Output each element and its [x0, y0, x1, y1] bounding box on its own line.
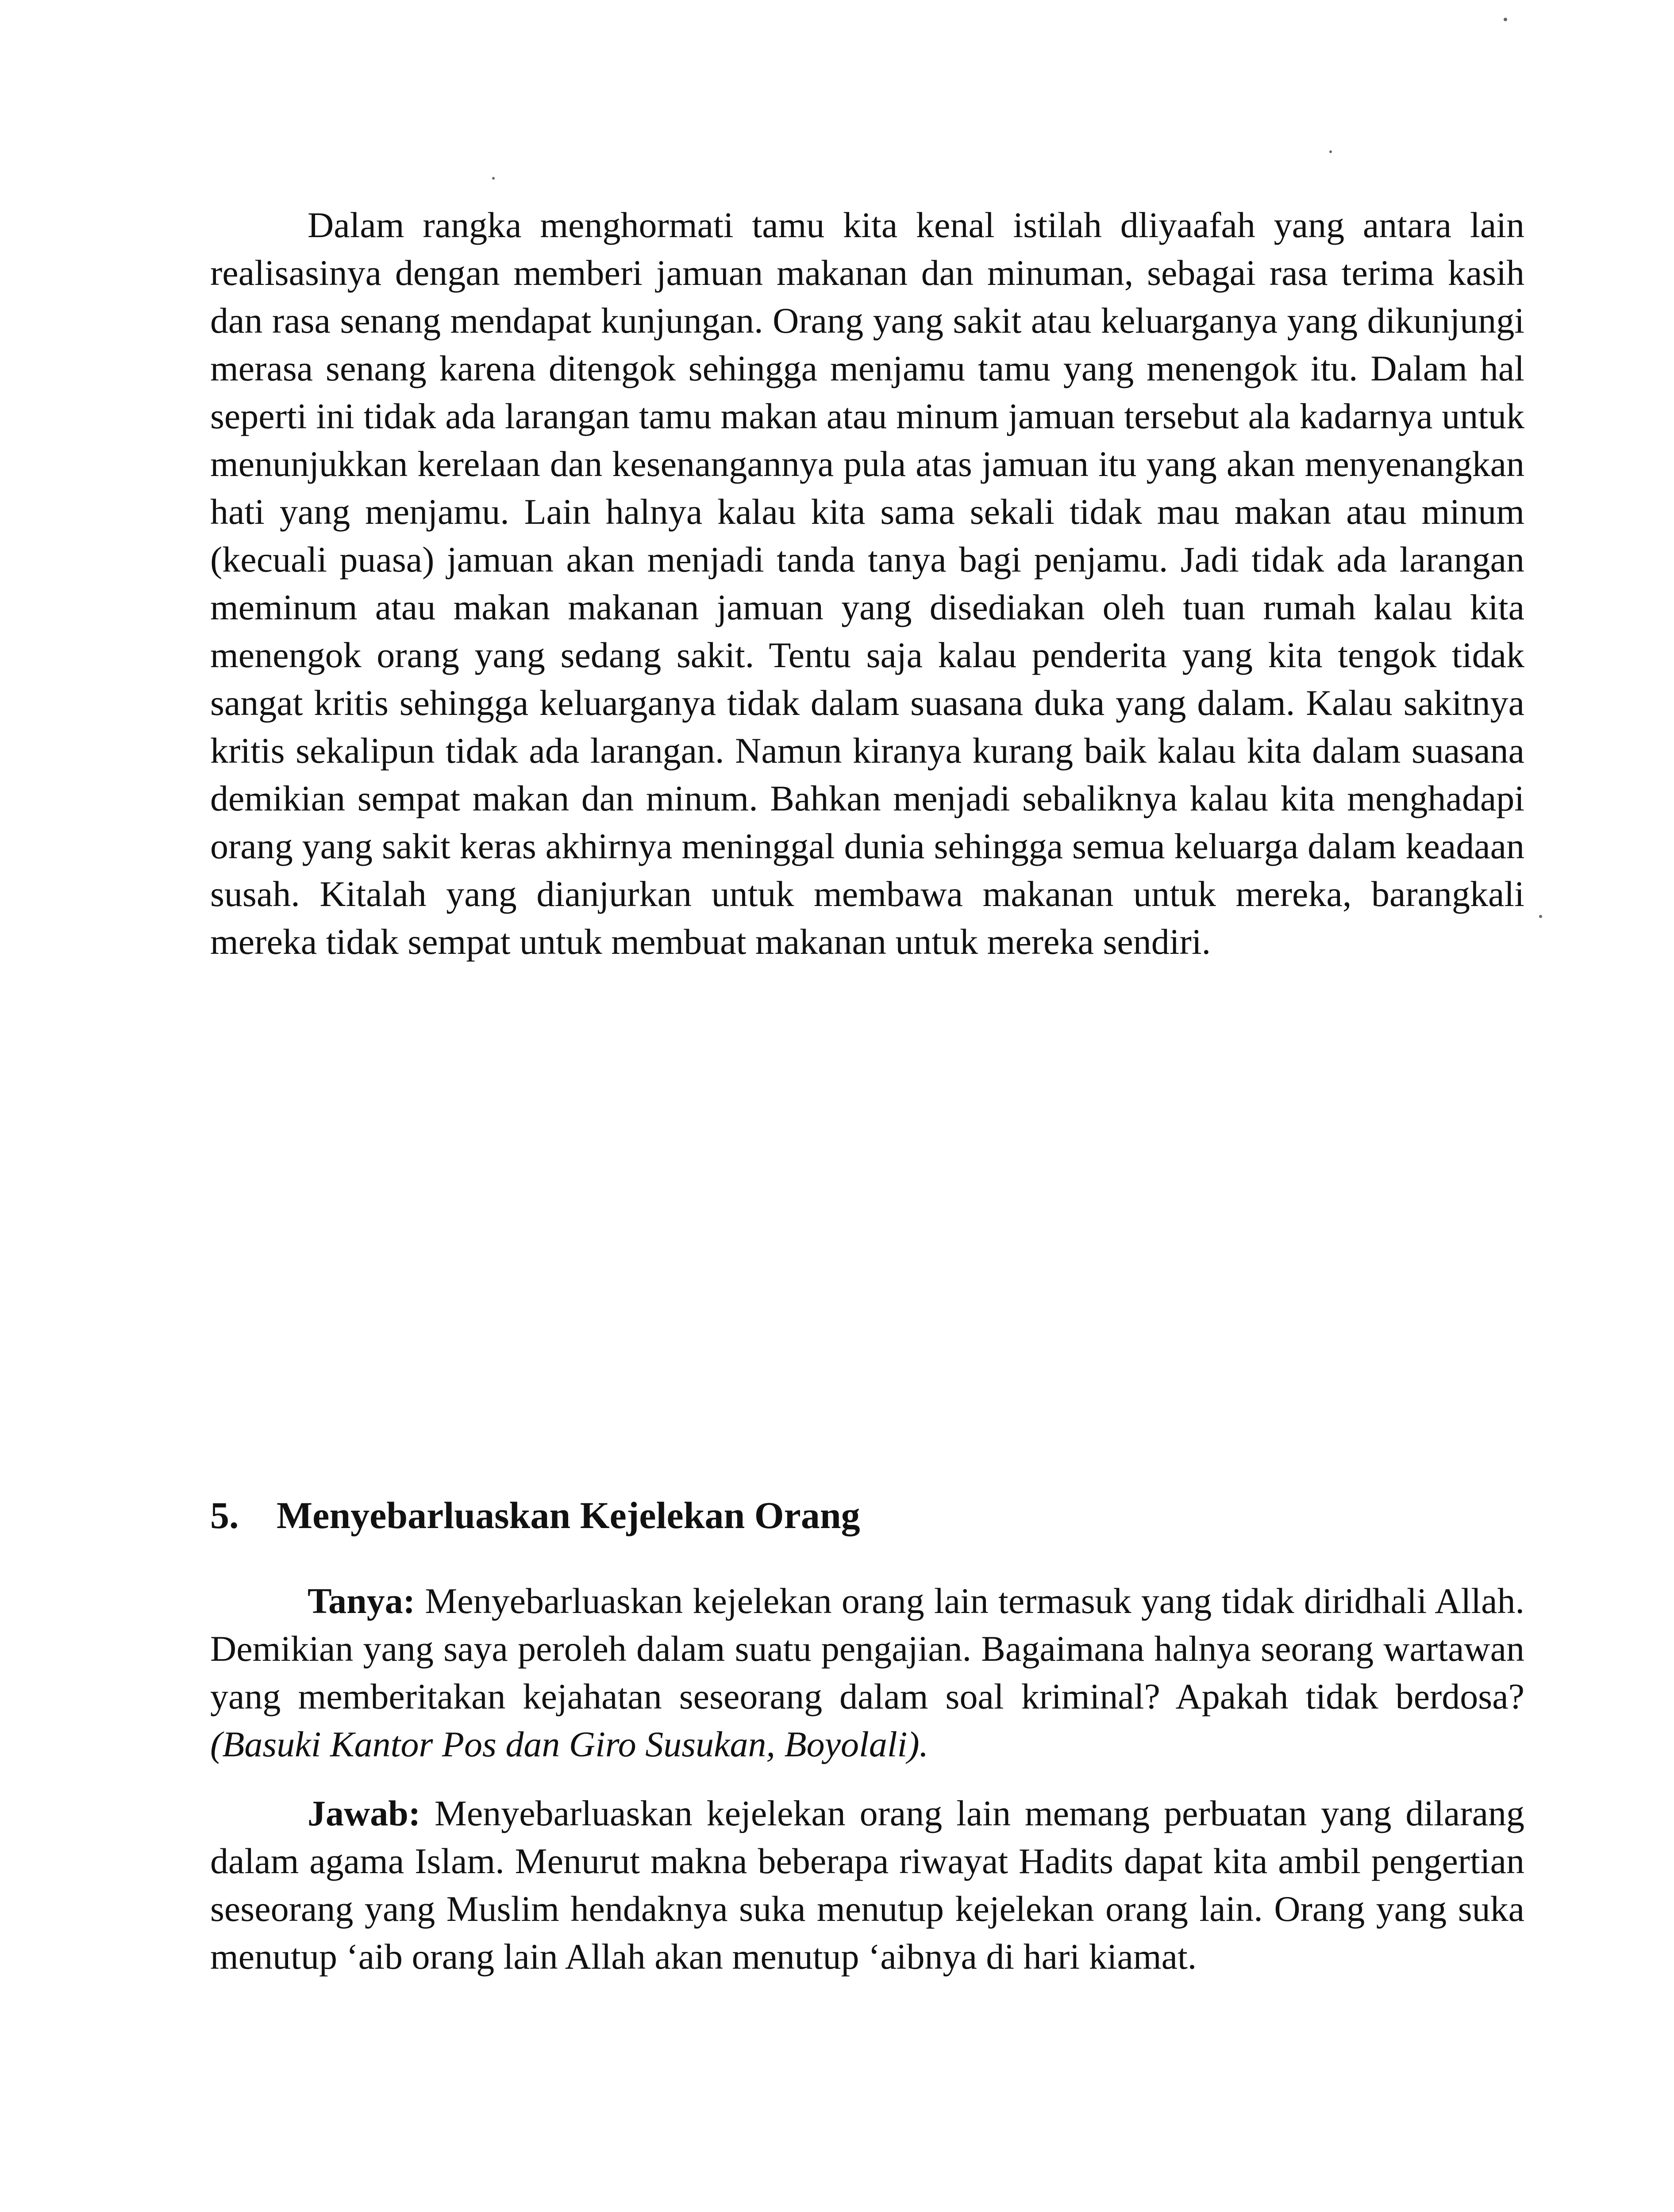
body-text [210, 201, 1524, 966]
question-paragraph [210, 1577, 1524, 1768]
qa-block [210, 1577, 1524, 2002]
scan-speck [492, 177, 495, 180]
answer-label: Jawab: [308, 1793, 421, 1833]
answer-text: Menyebarluaskan kejelekan orang lain memang perbuatan yang dilarang dalam agama Islam. Menurut makna beberapa riwayat Hadits dapat kita ambil pengertian seseorang yang Muslim hendaknya suka menutup kejelekan orang lain. Orang yang suka menutup ‘aib orang lain Allah akan menutup ‘aibnya di hari kiamat. [210, 1793, 1524, 1977]
question-source: (Basuki Kantor Pos dan Giro Susukan, Boyolali). [210, 1724, 929, 1764]
section-number: 5. [210, 1494, 239, 1536]
scan-speck [1329, 150, 1332, 153]
scan-speck [1504, 18, 1507, 21]
section-title: Menyebarluaskan Kejelekan Orang [277, 1494, 860, 1536]
question-label: Tanya: [308, 1581, 416, 1621]
scan-speck [1539, 915, 1542, 918]
answer-paragraph [210, 1790, 1524, 1981]
section-heading [210, 1491, 1524, 1540]
paragraph-hospitality: Dalam rangka menghormati tamu kita kenal istilah dliyaafah yang antara lain realisasinya dengan memberi jamuan makanan dan minuman, sebagai rasa terima kasih dan rasa senang mendapat kunjungan. Orang yang sakit atau keluarganya yang dikunjungi merasa senang karena ditengok sehingga menjamu tamu yang menengok itu. Dalam hal seperti ini tidak ada larangan tamu makan atau minum jamuan tersebut ala kadarnya untuk menunjukkan kerelaan dan kesenangannya pula atas jamuan itu yang akan menyenangkan hati yang menjamu. Lain halnya kalau kita sama sekali tidak mau makan atau minum (kecuali puasa) jamuan akan menjadi tanda tanya bagi penjamu. Jadi tidak ada larangan meminum atau makan makanan jamuan yang disediakan oleh tuan rumah kalau kita menengok orang yang sedang sakit. Tentu saja kalau penderita yang kita tengok tidak sangat kritis sehingga keluarganya tidak dalam suasana duka yang dalam. Kalau sakitnya kritis sekalipun tidak ada larangan. Namun kiranya kurang baik kalau kita dalam suasana demikian sempat makan dan minum. Bahkan menjadi sebaliknya kalau kita menghadapi orang yang sakit keras akhirnya meninggal dunia sehingga semua keluarga dalam keadaan susah. Kitalah yang dianjurkan untuk membawa makanan untuk mereka, barangkali mereka tidak sempat untuk membuat makanan untuk mereka sendiri. [210, 205, 1524, 962]
question-text: Menyebarluaskan kejelekan orang lain termasuk yang tidak diridhali Allah. Demikian yang saya peroleh dalam suatu pengajian. Bagaimana halnya seorang wartawan yang memberitakan kejahatan seseorang dalam soal kriminal? Apakah tidak berdosa? [210, 1581, 1524, 1717]
